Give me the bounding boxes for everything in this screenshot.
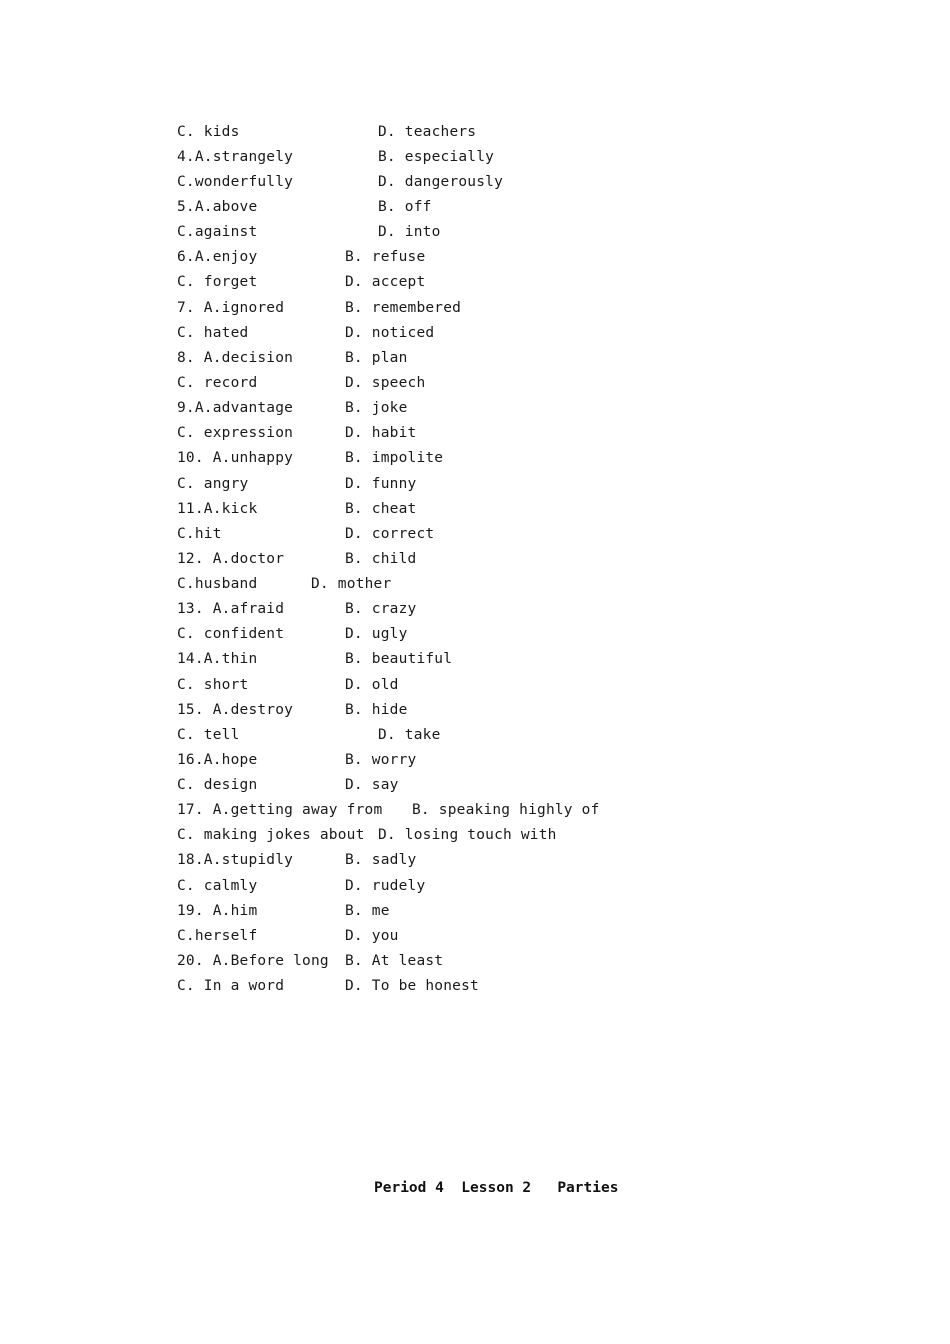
option-line-left: C.wonderfully — [177, 174, 294, 190]
option-line-left: C. calmly — [177, 878, 258, 894]
option-line-left: 11.A.kick — [177, 501, 258, 517]
option-line-right: B. child — [345, 551, 417, 567]
option-line-right: B. impolite — [345, 450, 444, 466]
option-line-right: D. rudely — [345, 878, 426, 894]
option-line-right: B. cheat — [345, 501, 417, 517]
option-line-right: B. beautiful — [345, 651, 453, 667]
option-line-right: D. To be honest — [345, 978, 479, 994]
option-line-left: C. angry — [177, 476, 249, 492]
option-line-left: C. kids — [177, 124, 240, 140]
option-line-left: C. short — [177, 677, 249, 693]
option-line-right: D. take — [378, 727, 441, 743]
option-line-left: 15. A.destroy — [177, 702, 294, 718]
option-line-left: C. confident — [177, 626, 285, 642]
option-line-right: D. you — [345, 928, 399, 944]
option-line-right: D. speech — [345, 375, 426, 391]
option-line-right: B. sadly — [345, 852, 417, 868]
option-line-left: 4.A.strangely — [177, 149, 294, 165]
option-line-left: C. hated — [177, 325, 249, 341]
option-line-left: C. record — [177, 375, 258, 391]
option-line-right: D. dangerously — [378, 174, 504, 190]
option-line-right: B. remembered — [345, 300, 462, 316]
option-line-right: B. crazy — [345, 601, 417, 617]
option-line-left: 9.A.advantage — [177, 400, 294, 416]
option-line-right: B. joke — [345, 400, 408, 416]
option-line-left: 7. A.ignored — [177, 300, 285, 316]
option-line-right: D. mother — [311, 576, 392, 592]
option-line-right: B. refuse — [345, 249, 426, 265]
option-line-right: D. old — [345, 677, 399, 693]
option-line-right: D. noticed — [345, 325, 435, 341]
option-line-right: D. correct — [345, 526, 435, 542]
option-line-right: B. worry — [345, 752, 417, 768]
option-line-left: 6.A.enjoy — [177, 249, 258, 265]
option-line-left: 10. A.unhappy — [177, 450, 294, 466]
option-line-left: C. forget — [177, 274, 258, 290]
option-line-left: 14.A.thin — [177, 651, 258, 667]
option-line-left: C. tell — [177, 727, 240, 743]
option-line-right: B. me — [345, 903, 390, 919]
option-line-right: B. hide — [345, 702, 408, 718]
option-line-left: C.herself — [177, 928, 258, 944]
option-line-right: B. especially — [378, 149, 495, 165]
option-line-left: C.husband — [177, 576, 258, 592]
option-line-left: 5.A.above — [177, 199, 258, 215]
option-line-right: D. into — [378, 224, 441, 240]
option-line-right: D. funny — [345, 476, 417, 492]
option-line-right: D. losing touch with — [378, 827, 557, 843]
option-line-right: D. habit — [345, 425, 417, 441]
option-line-right: D. ugly — [345, 626, 408, 642]
option-line-left: 18.A.stupidly — [177, 852, 294, 868]
option-line-left: C.against — [177, 224, 258, 240]
option-line-left: 20. A.Before long — [177, 953, 329, 969]
option-line-left: 12. A.doctor — [177, 551, 285, 567]
option-line-left: C.hit — [177, 526, 222, 542]
section-title: Period 4 Lesson 2 Parties — [374, 1180, 619, 1196]
option-line-right: D. say — [345, 777, 399, 793]
option-line-left: C. expression — [177, 425, 294, 441]
option-line-right: D. teachers — [378, 124, 477, 140]
option-line-right: B. off — [378, 199, 432, 215]
option-line-left: 16.A.hope — [177, 752, 258, 768]
option-line-left: 13. A.afraid — [177, 601, 285, 617]
option-line-right: B. speaking highly of — [412, 802, 600, 818]
option-line-left: C. making jokes about — [177, 827, 365, 843]
option-line-left: 19. A.him — [177, 903, 258, 919]
option-line-right: B. At least — [345, 953, 444, 969]
option-line-left: C. design — [177, 777, 258, 793]
option-line-left: 17. A.getting away from — [177, 802, 383, 818]
option-line-left: 8. A.decision — [177, 350, 294, 366]
option-line-left: C. In a word — [177, 978, 285, 994]
option-line-right: D. accept — [345, 274, 426, 290]
option-line-right: B. plan — [345, 350, 408, 366]
